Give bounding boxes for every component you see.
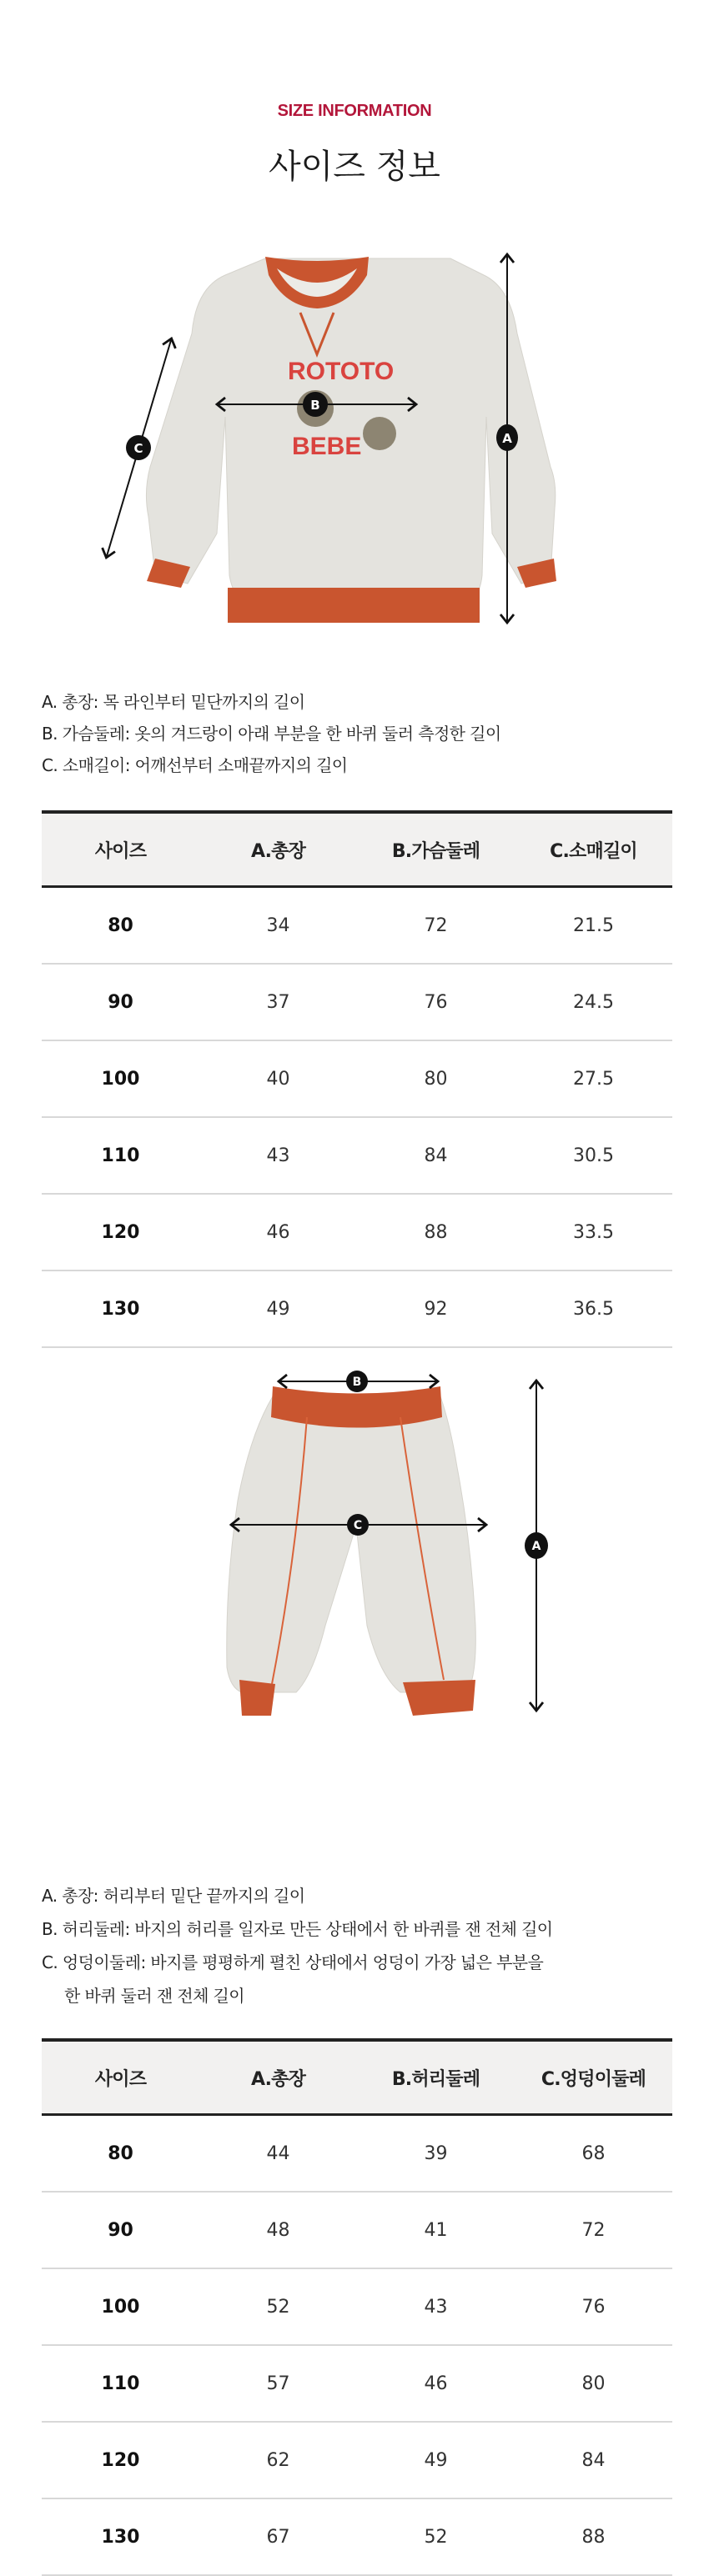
- value-cell: 52: [357, 2498, 515, 2575]
- value-cell: 24.5: [515, 964, 672, 1040]
- pants-description-b: B. 허리둘레: 바지의 허리를 일자로 만든 상태에서 한 바퀴를 잰 전체 길이: [42, 1919, 553, 1939]
- value-cell: 88: [357, 1194, 515, 1270]
- col-waist: B.허리둘레: [391, 2068, 480, 2090]
- description-a: A. 총장: 목 라인부터 밑단까지의 길이: [42, 692, 305, 712]
- label-b-marker: [303, 392, 328, 417]
- value-cell: 34: [199, 887, 357, 965]
- svg-text:BEBE: BEBE: [292, 433, 362, 460]
- col-hip: C.엉덩이둘레: [541, 2068, 646, 2090]
- pants-label-b-marker: [346, 1371, 368, 1392]
- sweatshirt-image: [146, 257, 556, 623]
- pants-label-a-marker: [525, 1532, 548, 1559]
- table-row: [42, 2192, 672, 2268]
- value-cell: 84: [357, 1117, 515, 1194]
- value-cell: 92: [357, 1270, 515, 1347]
- col-length: A.총장: [250, 2068, 306, 2090]
- value-cell: 88: [515, 2498, 672, 2575]
- table-row: [42, 1194, 672, 1270]
- value-cell: 76: [515, 2268, 672, 2345]
- svg-text:A: A: [502, 431, 512, 446]
- size-cell: 120: [42, 1194, 199, 1270]
- value-cell: 49: [357, 2422, 515, 2498]
- value-cell: 84: [515, 2422, 672, 2498]
- col-chest: B.가슴둘레: [391, 840, 480, 862]
- value-cell: 68: [515, 2115, 672, 2193]
- value-cell: 80: [357, 1040, 515, 1117]
- top-size-table: [42, 810, 672, 1348]
- page-title: 사이즈 정보: [269, 148, 440, 186]
- label-c-marker: [126, 435, 151, 460]
- value-cell: 49: [199, 1270, 357, 1347]
- value-cell: 80: [515, 2345, 672, 2422]
- value-cell: 33.5: [515, 1194, 672, 1270]
- pants-diagram: [0, 1359, 709, 1726]
- value-cell: 27.5: [515, 1040, 672, 1117]
- value-cell: 21.5: [515, 887, 672, 965]
- section-eyebrow: SIZE INFORMATION: [277, 102, 432, 120]
- value-cell: 46: [199, 1194, 357, 1270]
- value-cell: 72: [515, 2192, 672, 2268]
- value-cell: 46: [357, 2345, 515, 2422]
- size-cell: 100: [42, 2268, 199, 2345]
- value-cell: 67: [199, 2498, 357, 2575]
- size-cell: 110: [42, 2345, 199, 2422]
- value-cell: 36.5: [515, 1270, 672, 1347]
- value-cell: 48: [199, 2192, 357, 2268]
- pants-label-c-marker: [347, 1514, 369, 1536]
- pants-size-table: [42, 2038, 672, 2576]
- col-size: 사이즈: [94, 2068, 147, 2090]
- value-cell: 37: [199, 964, 357, 1040]
- table-row: [42, 2498, 672, 2575]
- value-cell: 40: [199, 1040, 357, 1117]
- label-a-marker: [496, 424, 518, 451]
- size-cell: 110: [42, 1117, 199, 1194]
- col-sleeve: C.소매길이: [550, 840, 637, 862]
- svg-text:B: B: [352, 1376, 362, 1389]
- size-cell: 100: [42, 1040, 199, 1117]
- size-cell: 80: [42, 887, 199, 965]
- table-row: [42, 1117, 672, 1194]
- table-row: [42, 2422, 672, 2498]
- svg-text:A: A: [531, 1540, 541, 1553]
- table-row: [42, 2115, 672, 2193]
- table-row: [42, 1040, 672, 1117]
- value-cell: 52: [199, 2268, 357, 2345]
- value-cell: 76: [357, 964, 515, 1040]
- pants-measurement-descriptions: [42, 1879, 553, 2012]
- description-b: B. 가슴둘레: 옷의 겨드랑이 아래 부분을 한 바퀴 둘러 측정한 길이: [42, 724, 501, 744]
- value-cell: 39: [357, 2115, 515, 2193]
- sweatshirt-diagram: [0, 233, 709, 650]
- cat-face-icon: [363, 417, 396, 450]
- size-cell: 80: [42, 2115, 199, 2193]
- value-cell: 43: [199, 1117, 357, 1194]
- description-c: C. 소매길이: 어깨선부터 소매끝까지의 길이: [42, 755, 348, 775]
- value-cell: 41: [357, 2192, 515, 2268]
- pants-description-c: C. 엉덩이둘레: 바지를 평평하게 펼친 상태에서 엉덩이 가장 넓은 부분을: [42, 1952, 544, 1972]
- pants-image: [227, 1386, 476, 1716]
- size-cell: 130: [42, 2498, 199, 2575]
- table-row: [42, 887, 672, 965]
- col-size: 사이즈: [94, 840, 147, 862]
- value-cell: 57: [199, 2345, 357, 2422]
- svg-text:C: C: [133, 441, 143, 456]
- value-cell: 30.5: [515, 1117, 672, 1194]
- top-measurement-descriptions: [42, 686, 501, 781]
- size-cell: 90: [42, 964, 199, 1040]
- col-length: A.총장: [250, 840, 306, 862]
- value-cell: 72: [357, 887, 515, 965]
- size-cell: 90: [42, 2192, 199, 2268]
- table-row: [42, 2345, 672, 2422]
- table-row: [42, 2268, 672, 2345]
- table-row: [42, 1270, 672, 1347]
- table-row: [42, 964, 672, 1040]
- pants-description-a: A. 총장: 허리부터 밑단 끝까지의 길이: [42, 1886, 305, 1906]
- value-cell: 62: [199, 2422, 357, 2498]
- svg-text:B: B: [310, 398, 320, 413]
- size-cell: 120: [42, 2422, 199, 2498]
- svg-text:ROTOTO: ROTOTO: [288, 358, 395, 385]
- pants-description-c-cont: 한 바퀴 둘러 잰 전체 길이: [64, 1986, 244, 2006]
- svg-text:C: C: [353, 1519, 363, 1532]
- value-cell: 43: [357, 2268, 515, 2345]
- value-cell: 44: [199, 2115, 357, 2193]
- size-cell: 130: [42, 1270, 199, 1347]
